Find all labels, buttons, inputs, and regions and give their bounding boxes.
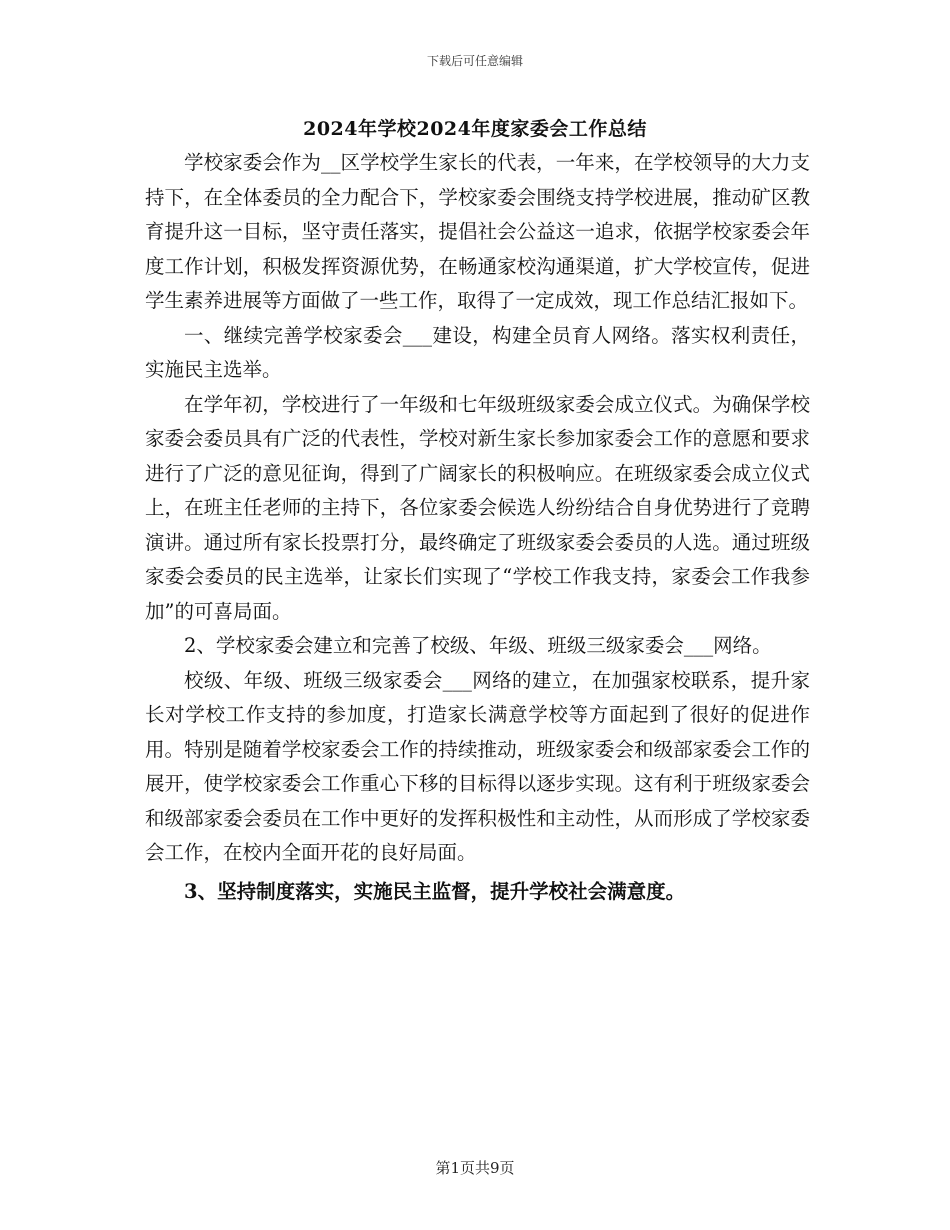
document-body xyxy=(145,146,810,909)
paragraph-section-1-heading: 一、继续完善学校家委会___建设，构建全员育人网络。落实权利责任，实施民主选举。 xyxy=(145,323,810,381)
paragraph-section-2-heading: 2、学校家委会建立和完善了校级、年级、班级三级家委会___网络。 xyxy=(184,634,772,657)
section-3-heading: 3、坚持制度落实，实施民主监督，提升学校社会满意度。 xyxy=(184,879,686,903)
document-title: 2024年学校2024年度家委会工作总结 xyxy=(303,118,647,140)
paragraph-intro: 学校家委会作为__区学校学生家长的代表，一年来，在学校领导的大力支持下，在全体委员的全力配合下，学校家委会围绕支持学校进展，推动矿区教育提升这一目标，坚守责任落实，提倡社会公益这一追求，依据学校家委会年度工作计划，积极发挥资源优势，在畅通家校沟通渠道，扩大学校宣传，促进学生素养进展等方面做了一些工作，取得了一定成效，现工作总结汇报如下。 xyxy=(145,151,810,312)
paragraph-section-2-body: 校级、年级、班级三级家委会___网络的建立，在加强家校联系，提升家长对学校工作支持的参加度，打造家长满意学校等方面起到了很好的促进作用。特别是随着学校家委会工作的持续推动，班级家委会和级部家委会工作的展开，使学校家委会工作重心下移的目标得以逐步实现。这有利于班级家委会和级部家委会委员在工作中更好的发挥积极性和主动性，从而形成了学校家委会工作，在校内全面开花的良好局面。 xyxy=(145,668,810,864)
paragraph-section-1-body: 在学年初，学校进行了一年级和七年级班级家委会成立仪式。为确保学校家委会委员具有广泛的代表性，学校对新生家长参加家委会工作的意愿和要求进行了广泛的意见征询，得到了广阔家长的积极响应。在班级家委会成立仪式上，在班主任老师的主持下，各位家委会候选人纷纷结合自身优势进行了竞聘演讲。通过所有家长投票打分，最终确定了班级家委会委员的人选。通过班级家委会委员的民主选举，让家长们实现了“学校工作我支持，家委会工作我参加”的可喜局面。 xyxy=(145,392,810,623)
page-footer: 第1页共9页 xyxy=(435,1159,515,1177)
page-header: 下载后可任意编辑 xyxy=(426,54,523,68)
